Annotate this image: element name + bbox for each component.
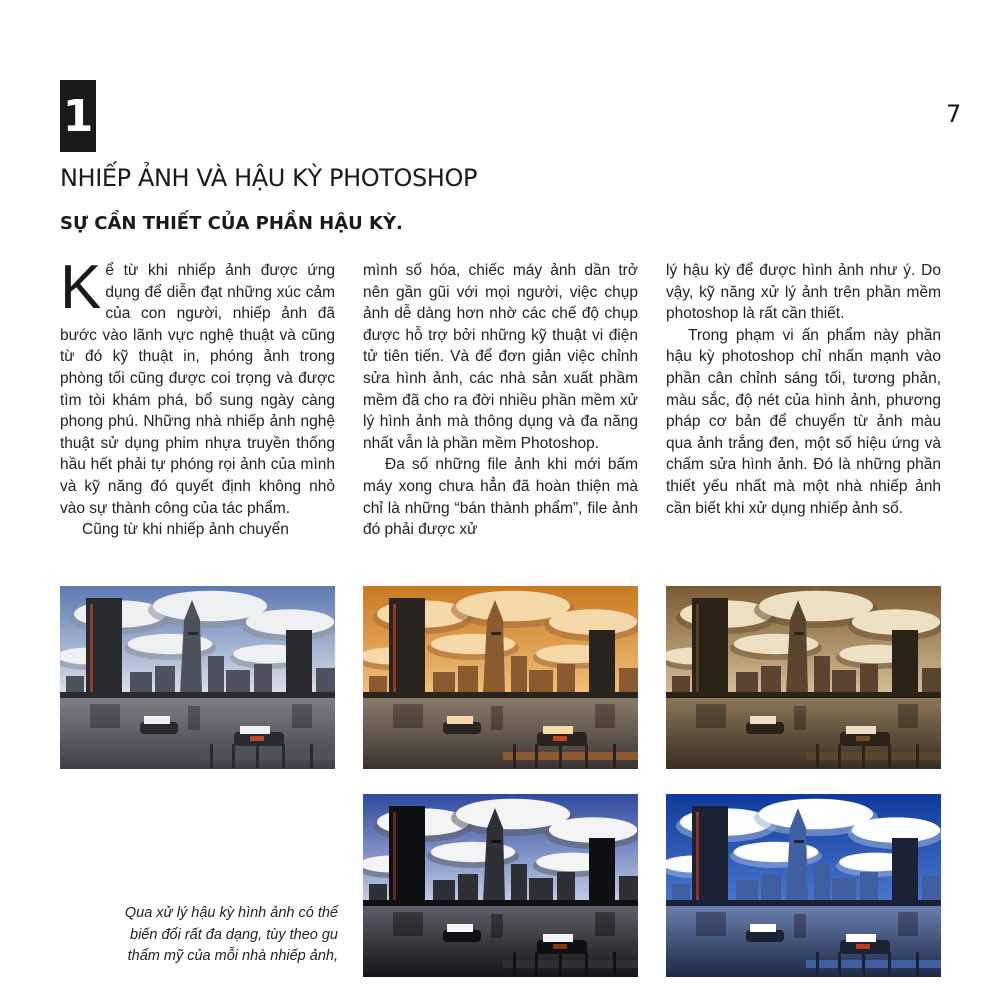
paragraph <box>60 253 335 519</box>
paragraph: lý hậu kỳ để được hình ảnh như ý. Do vậy, kỹ năng xử lý ảnh trên phần mềm photoshop là rất cần thiết. <box>666 262 941 323</box>
photo-vivid-blue <box>666 794 941 977</box>
paragraph: Cũng từ khi nhiếp ảnh chuyển <box>82 521 289 539</box>
photo-scene <box>363 586 638 769</box>
section-title: SỰ CẦN THIẾT CỦA PHẦN HẬU KỲ. <box>60 213 403 234</box>
photo-caption <box>86 903 338 968</box>
caption-line: Qua xử lý hậu kỳ hình ảnh có thể <box>124 905 338 921</box>
photo-warm-orange <box>363 586 638 769</box>
paragraph: Trong phạm vi ấn phẩm này phần hậu kỳ photoshop chỉ nhấn mạnh vào phần cân chỉnh sáng tối, tương phản, màu sắc, độ nét của hình ảnh, phương pháp cơ bản để chuyển từ ảnh màu qua ảnh trắng đen, một số hiệu ứng và chấm sửa hình ảnh. Đó là những phần thiết yếu nhất mà một nhà nhiếp ảnh cần biết khi xử dụng nhiếp ảnh số. <box>666 326 941 517</box>
caption-line: thẩm mỹ của mỗi nhà nhiếp ảnh, <box>127 948 338 964</box>
text-column-3 <box>666 260 941 519</box>
page-number: 7 <box>946 100 962 128</box>
paragraph-text: ể từ khi nhiếp ảnh được ứng dụng để diễn đạt những xúc cảm của con người, nhiếp ảnh đã bước vào lãnh vực nghệ thuật và cũng từ đó kỹ thuật in, phóng ảnh trong phòng tối cũng được coi trọng và được tìm tòi khám phá, bổ sung ngày càng phong phú. Những nhà nhiếp ảnh nghệ thuật sử dụng phim nhựa truyền thống hầu hết phải tự phóng rọi ảnh của mình và kỹ năng đó quyết định không nhỏ vào sự thành công của tác phẩm. <box>60 262 335 517</box>
text-column-1 <box>60 253 335 541</box>
photo-scene <box>666 794 941 977</box>
text-column-2 <box>363 260 638 541</box>
chapter-number: 1 <box>62 90 94 142</box>
caption-line: biến đổi rất đa dạng, tùy theo gu <box>130 926 338 943</box>
paragraph: mình số hóa, chiếc máy ảnh dần trở nên gần gũi với mọi người, việc chụp ảnh dễ dàng hơn nhờ các chế độ chụp được hỗ trợ bởi những kỹ thuật vi điện tử tiên tiến. Và để đơn giản việc chỉnh sửa hình ảnh, các nhà sản xuất phầm mềm đã cho ra đời nhiều phần mềm xử lý hình ảnh mà thông dụng và đa năng nhất vẫn là phần mềm Photoshop. <box>363 262 638 452</box>
chapter-title: NHIẾP ẢNH VÀ HẬU KỲ PHOTOSHOP <box>60 164 478 192</box>
chapter-number-box <box>60 80 96 152</box>
photo-high-contrast <box>363 794 638 977</box>
photo-original <box>60 586 335 769</box>
photo-scene <box>666 586 941 769</box>
photo-scene <box>60 586 335 769</box>
photo-sepia <box>666 586 941 769</box>
paragraph: Đa số những file ảnh khi mới bấm máy xong chưa hẳn đã hoàn thiện mà chỉ là những “bán thành phẩm”, file ảnh đó phải được xử <box>363 456 638 539</box>
photo-scene <box>363 794 638 977</box>
drop-cap: K <box>60 253 102 322</box>
